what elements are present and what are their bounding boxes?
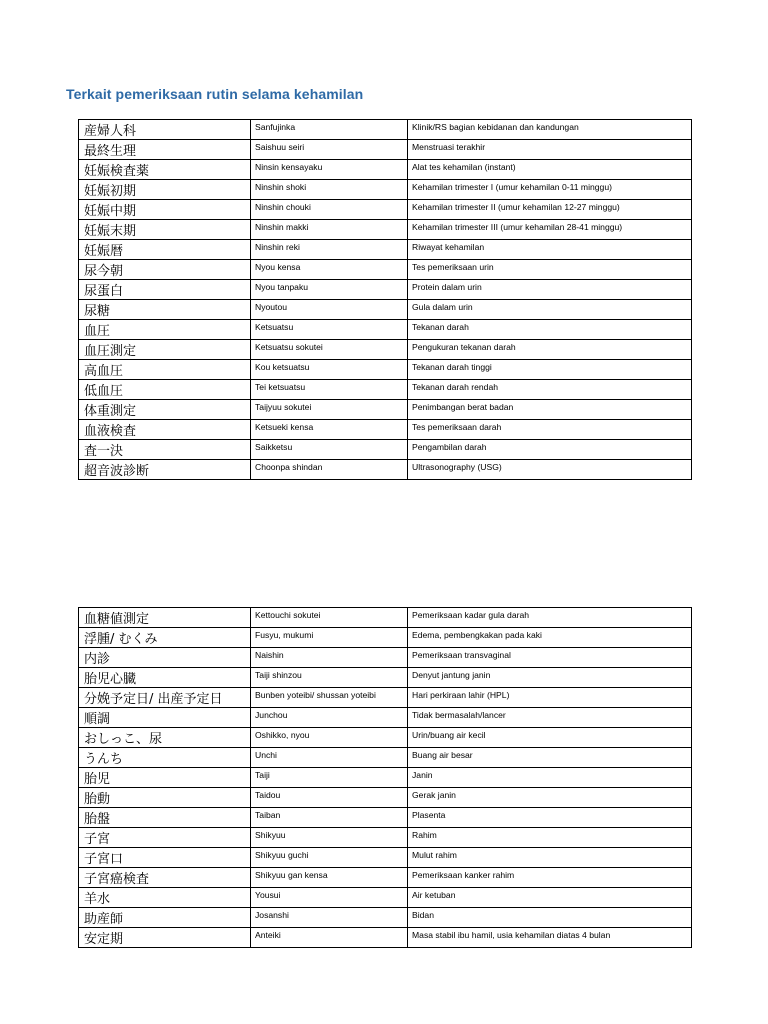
romaji-reading: Ninshin shoki — [251, 180, 408, 200]
japanese-term: 妊娠初期 — [79, 180, 251, 200]
japanese-term: おしっこ、尿 — [79, 728, 251, 748]
table-row — [79, 668, 692, 688]
table-row — [79, 748, 692, 768]
romaji-reading: Taidou — [251, 788, 408, 808]
indonesian-meaning: Pemeriksaan transvaginal — [408, 648, 692, 668]
indonesian-meaning: Edema, pembengkakan pada kaki — [408, 628, 692, 648]
indonesian-meaning: Air ketuban — [408, 888, 692, 908]
romaji-reading: Ketsueki kensa — [251, 420, 408, 440]
japanese-term: 胎盤 — [79, 808, 251, 828]
romaji-reading: Kou ketsuatsu — [251, 360, 408, 380]
romaji-reading: Ketsuatsu — [251, 320, 408, 340]
romaji-reading: Ninshin chouki — [251, 200, 408, 220]
table-row — [79, 340, 692, 360]
romaji-reading: Saishuu seiri — [251, 140, 408, 160]
japanese-term: 子宮口 — [79, 848, 251, 868]
table-row — [79, 440, 692, 460]
japanese-term: 胎児 — [79, 768, 251, 788]
romaji-reading: Fusyu, mukumi — [251, 628, 408, 648]
indonesian-meaning: Penimbangan berat badan — [408, 400, 692, 420]
table-row — [79, 728, 692, 748]
romaji-reading: Unchi — [251, 748, 408, 768]
indonesian-meaning: Kehamilan trimester III (umur kehamilan 28-41 minggu) — [408, 220, 692, 240]
indonesian-meaning: Tes pemeriksaan darah — [408, 420, 692, 440]
romaji-reading: Shikyuu gan kensa — [251, 868, 408, 888]
japanese-term: 安定期 — [79, 928, 251, 948]
table-row — [79, 908, 692, 928]
table-row — [79, 460, 692, 480]
romaji-reading: Ninshin makki — [251, 220, 408, 240]
indonesian-meaning: Pemeriksaan kanker rahim — [408, 868, 692, 888]
table-row — [79, 240, 692, 260]
table-row — [79, 868, 692, 888]
indonesian-meaning: Kehamilan trimester II (umur kehamilan 12-27 minggu) — [408, 200, 692, 220]
indonesian-meaning: Tekanan darah tinggi — [408, 360, 692, 380]
romaji-reading: Naishin — [251, 648, 408, 668]
table-row — [79, 380, 692, 400]
indonesian-meaning: Klinik/RS bagian kebidanan dan kandungan — [408, 120, 692, 140]
romaji-reading: Josanshi — [251, 908, 408, 928]
table-row — [79, 320, 692, 340]
table-row — [79, 768, 692, 788]
japanese-term: 妊娠中期 — [79, 200, 251, 220]
romaji-reading: Shikyuu guchi — [251, 848, 408, 868]
table-row — [79, 180, 692, 200]
table-row — [79, 928, 692, 948]
table-row — [79, 628, 692, 648]
table-row — [79, 888, 692, 908]
table-row — [79, 788, 692, 808]
table-row — [79, 120, 692, 140]
romaji-reading: Taijyuu sokutei — [251, 400, 408, 420]
table-row — [79, 828, 692, 848]
romaji-reading: Anteiki — [251, 928, 408, 948]
japanese-term: 胎児心臓 — [79, 668, 251, 688]
table-row — [79, 688, 692, 708]
japanese-term: 子宮 — [79, 828, 251, 848]
japanese-term: 妊娠末期 — [79, 220, 251, 240]
indonesian-meaning: Bidan — [408, 908, 692, 928]
vocab-table-body — [79, 120, 692, 480]
japanese-term: うんち — [79, 748, 251, 768]
romaji-reading: Junchou — [251, 708, 408, 728]
japanese-term: 産婦人科 — [79, 120, 251, 140]
indonesian-meaning: Gula dalam urin — [408, 300, 692, 320]
table-row — [79, 708, 692, 728]
romaji-reading: Kettouchi sokutei — [251, 608, 408, 628]
japanese-term: 超音波診断 — [79, 460, 251, 480]
japanese-term: 妊娠暦 — [79, 240, 251, 260]
japanese-term: 低血圧 — [79, 380, 251, 400]
indonesian-meaning: Urin/buang air kecil — [408, 728, 692, 748]
table-row — [79, 808, 692, 828]
japanese-term: 血圧 — [79, 320, 251, 340]
japanese-term: 分娩予定日/ 出産予定日 — [79, 688, 251, 708]
japanese-term: 尿今朝 — [79, 260, 251, 280]
romaji-reading: Nyoutou — [251, 300, 408, 320]
table-row — [79, 300, 692, 320]
indonesian-meaning: Kehamilan trimester I (umur kehamilan 0-11 minggu) — [408, 180, 692, 200]
romaji-reading: Tei ketsuatsu — [251, 380, 408, 400]
romaji-reading: Taiji — [251, 768, 408, 788]
indonesian-meaning: Janin — [408, 768, 692, 788]
table-row — [79, 140, 692, 160]
japanese-term: 高血圧 — [79, 360, 251, 380]
table-row — [79, 848, 692, 868]
indonesian-meaning: Pengambilan darah — [408, 440, 692, 460]
romaji-reading: Yousui — [251, 888, 408, 908]
vocab-table-body — [79, 608, 692, 948]
indonesian-meaning: Tidak bermasalah/lancer — [408, 708, 692, 728]
japanese-term: 順調 — [79, 708, 251, 728]
romaji-reading: Bunben yoteibi/ shussan yoteibi — [251, 688, 408, 708]
indonesian-meaning: Hari perkiraan lahir (HPL) — [408, 688, 692, 708]
indonesian-meaning: Ultrasonography (USG) — [408, 460, 692, 480]
japanese-term: 尿糖 — [79, 300, 251, 320]
table-row — [79, 648, 692, 668]
vocab-table-routine-checkup — [78, 119, 692, 480]
japanese-term: 体重測定 — [79, 400, 251, 420]
romaji-reading: Shikyuu — [251, 828, 408, 848]
indonesian-meaning: Protein dalam urin — [408, 280, 692, 300]
japanese-term: 最終生理 — [79, 140, 251, 160]
romaji-reading: Ketsuatsu sokutei — [251, 340, 408, 360]
indonesian-meaning: Rahim — [408, 828, 692, 848]
indonesian-meaning: Gerak janin — [408, 788, 692, 808]
romaji-reading: Taiban — [251, 808, 408, 828]
japanese-term: 助産師 — [79, 908, 251, 928]
indonesian-meaning: Riwayat kehamilan — [408, 240, 692, 260]
table-row — [79, 608, 692, 628]
indonesian-meaning: Tes pemeriksaan urin — [408, 260, 692, 280]
japanese-term: 血糖値測定 — [79, 608, 251, 628]
indonesian-meaning: Tekanan darah — [408, 320, 692, 340]
table-row — [79, 160, 692, 180]
romaji-reading: Taiji shinzou — [251, 668, 408, 688]
japanese-term: 内診 — [79, 648, 251, 668]
japanese-term: 血圧測定 — [79, 340, 251, 360]
table-row — [79, 220, 692, 240]
table-row — [79, 400, 692, 420]
japanese-term: 血液検査 — [79, 420, 251, 440]
japanese-term: 羊水 — [79, 888, 251, 908]
indonesian-meaning: Buang air besar — [408, 748, 692, 768]
romaji-reading: Ninshin reki — [251, 240, 408, 260]
table-row — [79, 260, 692, 280]
romaji-reading: Sanfujinka — [251, 120, 408, 140]
table-row — [79, 200, 692, 220]
indonesian-meaning: Alat tes kehamilan (instant) — [408, 160, 692, 180]
romaji-reading: Nyou tanpaku — [251, 280, 408, 300]
indonesian-meaning: Menstruasi terakhir — [408, 140, 692, 160]
indonesian-meaning: Pemeriksaan kadar gula darah — [408, 608, 692, 628]
japanese-term: 浮腫/ むくみ — [79, 628, 251, 648]
indonesian-meaning: Pengukuran tekanan darah — [408, 340, 692, 360]
japanese-term: 査一決 — [79, 440, 251, 460]
romaji-reading: Nyou kensa — [251, 260, 408, 280]
table-row — [79, 360, 692, 380]
romaji-reading: Ninsin kensayaku — [251, 160, 408, 180]
indonesian-meaning: Masa stabil ibu hamil, usia kehamilan diatas 4 bulan — [408, 928, 692, 948]
japanese-term: 尿蛋白 — [79, 280, 251, 300]
indonesian-meaning: Denyut jantung janin — [408, 668, 692, 688]
romaji-reading: Oshikko, nyou — [251, 728, 408, 748]
japanese-term: 妊娠検査薬 — [79, 160, 251, 180]
indonesian-meaning: Tekanan darah rendah — [408, 380, 692, 400]
table-row — [79, 280, 692, 300]
page-heading: Terkait pemeriksaan rutin selama kehamilan — [66, 86, 364, 102]
vocab-table-pregnancy-terms — [78, 607, 692, 948]
table-row — [79, 420, 692, 440]
romaji-reading: Saikketsu — [251, 440, 408, 460]
indonesian-meaning: Mulut rahim — [408, 848, 692, 868]
romaji-reading: Choonpa shindan — [251, 460, 408, 480]
indonesian-meaning: Plasenta — [408, 808, 692, 828]
japanese-term: 胎動 — [79, 788, 251, 808]
japanese-term: 子宮癌検査 — [79, 868, 251, 888]
